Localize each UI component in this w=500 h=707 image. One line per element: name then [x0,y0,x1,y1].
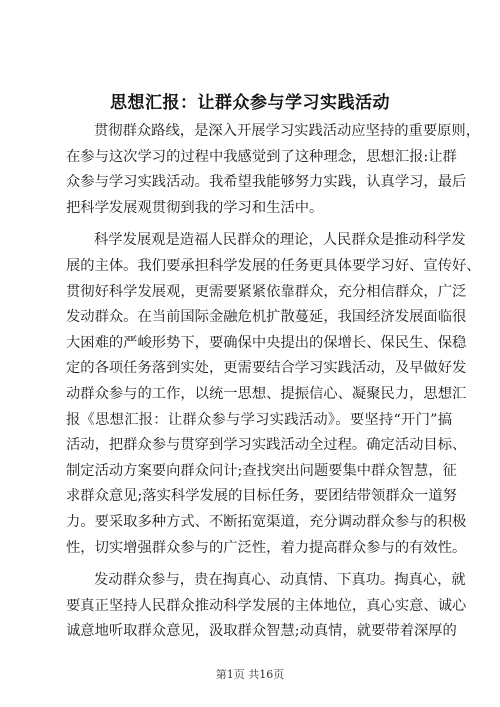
paragraph [66,568,467,645]
document-title: 思想汇报：让群众参与学习实践活动 [110,93,390,113]
paragraph-line: 力。要采取多种方式、不断拓宽渠道，充分调动群众参与的积极 [66,513,467,530]
paragraph-line: 制定活动方案要向群众问计;查找突出问题要集中群众智慧，征 [66,462,457,479]
paragraph-line: 把科学发展观贯彻到我的学习和生活中。 [66,199,324,216]
paragraph-line: 在参与这次学习的过程中我感觉到了这种理念，思想汇报:让群 [66,148,457,165]
paragraph [66,119,481,221]
paragraph-line: 求群众意见;落实科学发展的目标任务，要团结带领群众一道努 [66,488,457,505]
paragraph-line: 性，切实增强群众参与的广泛性，着力提高群众参与的有效性。 [66,539,467,556]
paragraph-line: 定的各项任务落到实处，更需要结合学习实践活动，及早做好发 [66,360,467,377]
paragraph-line: 动群众参与的工作，以统一思想、提振信心、凝聚民力，思想汇 [66,385,467,402]
paragraph-line: 贯彻好科学发展观，更需要紧紧依靠群众，充分相信群众，广泛 [66,283,467,300]
page-footer: 第1页 共16页 [215,668,285,681]
paragraph-line: 大困难的严峻形势下，要确保中央提出的保增长、保民生、保稳 [66,334,467,351]
paragraph-line: 报《思想汇报：让群众参与学习实践活动》。要坚持“开门”搞 [66,411,452,428]
paragraph-line: 贯彻群众路线，是深入开展学习实践活动应坚持的重要原则， [94,123,481,139]
paragraph-line: 众参与学习实践活动。我希望我能够努力实践，认真学习，最后 [66,174,467,191]
paragraph-line: 诚意地听取群众意见，汲取群众智慧;动真情，就要带着深厚的 [66,623,457,640]
paragraph-line: 发动群众参与，贵在掏真心、动真情、下真功。掏真心，就 [94,572,466,589]
paragraph-line: 要真正坚持人民群众推动科学发展的主体地位，真心实意、诚心 [66,597,467,614]
document-body [66,119,481,652]
paragraph-line: 科学发展观是造福人民群众的理论，人民群众是推动科学发 [94,232,466,249]
paragraph [66,228,481,561]
paragraph-line: 展的主体。我们要承担科学发展的任务更具体要学习好、宣传好、 [66,257,481,274]
paragraph-line: 活动，把群众参与贯穿到学习实践活动全过程。确定活动目标、 [66,437,467,454]
paragraph-line: 发动群众。在当前国际金融危机扩散蔓延，我国经济发展面临很 [66,309,467,326]
